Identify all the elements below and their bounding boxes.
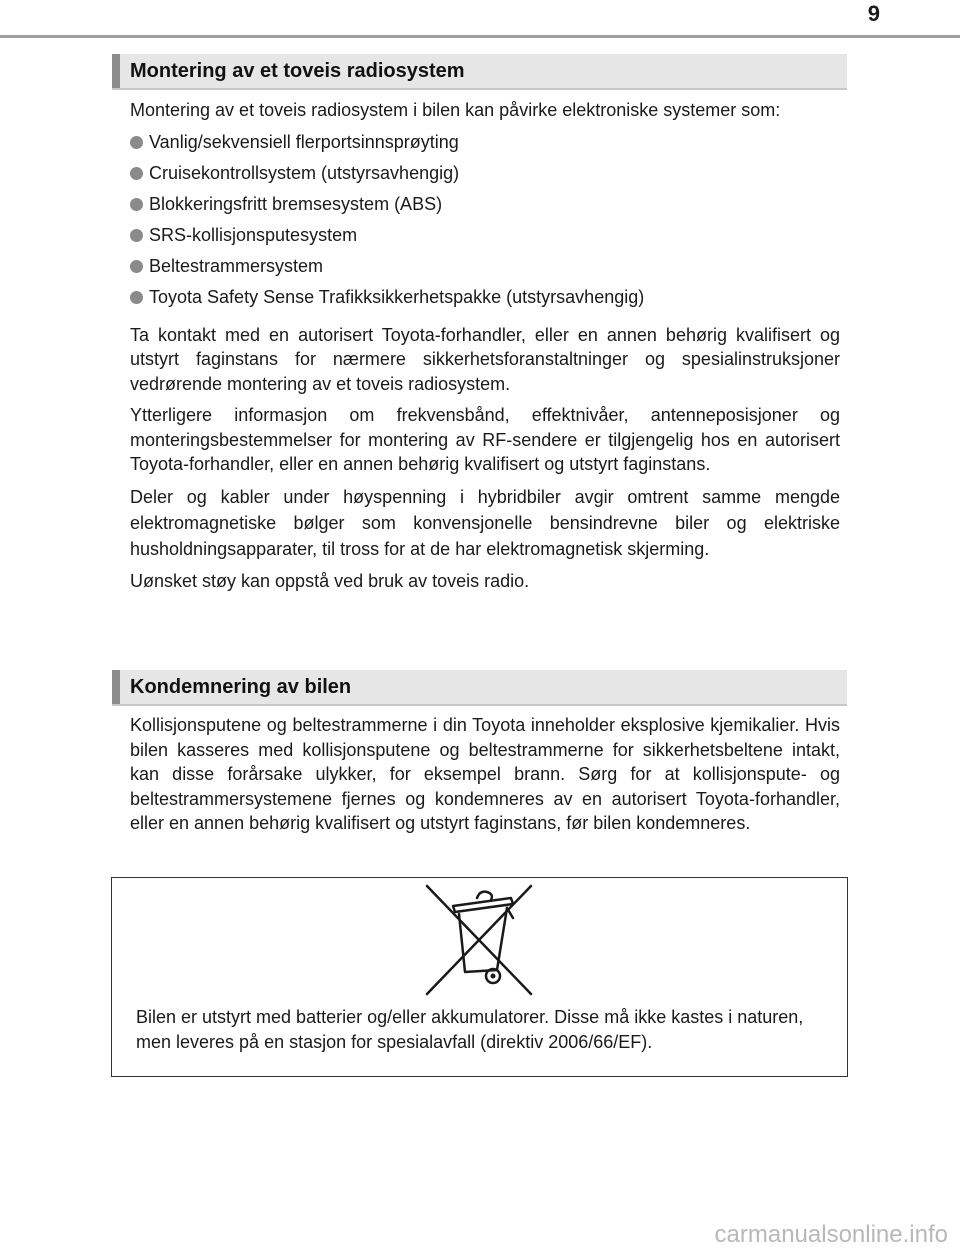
paragraph: Kollisjonsputene og beltestrammerne i din Toyota inneholder eksplosive kjemikalier. Hvis bilen kasseres med kollisjonsputene og beltestrammerne for sikkerhetsbeltene intakt, kan disse forårsake ulykker, for eksempel brann. Sørg for at kollisjonspute- og beltestrammersystemene fjernes og kondemneres av en autorisert Toyota-forhandler, eller en annen behørig kvalifisert og utstyrt faginstans, før bilen kondemneres. (130, 715, 840, 833)
list-item: Vanlig/sekvensiell flerportsinnsprøyting (130, 130, 840, 161)
bullet-dot-icon (130, 167, 143, 180)
paragraph: Uønsket støy kan oppstå ved bruk av toveis radio. (130, 570, 530, 591)
section-title: Kondemnering av bilen (130, 676, 352, 698)
section-title: Montering av et toveis radiosystem (130, 60, 465, 82)
crossed-out-wheelie-bin-icon (425, 884, 535, 996)
paragraph: Deler og kabler under høyspenning i hybridbiler avgir omtrent samme mengde elektromagnetiske bølger som konvensjonelle bensindrevne biler og elektriske husholdningsapparater, til tross for at de har elektromagnetisk skjerming. (130, 486, 840, 559)
paragraph: Ta kontakt med en autorisert Toyota-forhandler, eller en annen behørig kvalifisert og utstyrt faginstans for nærmere sikkerhetsforanstaltninger og spesialinstruksjoner vedrørende montering av et toveis radiosystem. (130, 324, 840, 394)
bullet-dot-icon (130, 198, 143, 211)
bullet-dot-icon (130, 291, 143, 304)
section-header-bar (112, 54, 120, 88)
list-item: Beltestrammersystem (130, 254, 840, 285)
section-header-scrapping (112, 670, 847, 706)
bullet-dot-icon (130, 260, 143, 273)
list-item: SRS-kollisjonsputesystem (130, 223, 840, 254)
page-number: 9 (867, 1, 880, 26)
list-item: Cruisekontrollsystem (utstyrsavhengig) (130, 161, 840, 192)
intro-paragraph: Montering av et toveis radiosystem i bilen kan påvirke elektroniske systemer som: (130, 100, 781, 120)
affected-systems-list (130, 130, 840, 316)
list-item: Toyota Safety Sense Trafikksikkerhetspakke (utstyrsavhengig) (130, 285, 840, 316)
bullet-dot-icon (130, 229, 143, 242)
section-header-bar (112, 670, 120, 704)
top-rule (0, 35, 960, 38)
radio-section-body (130, 98, 840, 600)
watermark: carmanualsonline.info (714, 1221, 948, 1248)
scrapping-section-body (130, 713, 840, 843)
section-header-radio (112, 54, 847, 90)
list-item: Blokkeringsfritt bremsesystem (ABS) (130, 192, 840, 223)
battery-disposal-notice (111, 877, 848, 1077)
bullet-dot-icon (130, 136, 143, 149)
notice-text: Bilen er utstyrt med batterier og/eller akkumulatorer. Disse må ikke kastes i naturen, men leveres på en stasjon for spesialavfall (direktiv 2006/66/EF). (136, 1007, 804, 1052)
paragraph: Ytterligere informasjon om frekvensbånd, effektnivåer, antenneposisjoner og monteringsbestemmelser for montering av RF-sendere er tilgjengelig hos en autorisert Toyota-forhandler, eller en annen behørig kvalifisert og utstyrt faginstans. (130, 405, 840, 474)
